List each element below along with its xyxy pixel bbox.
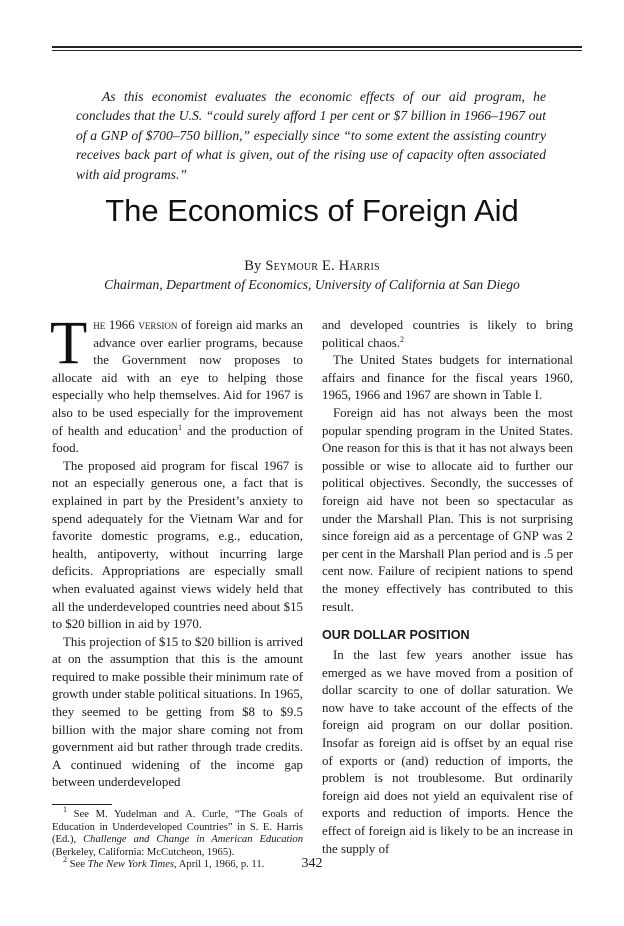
top-rule-thick (52, 46, 582, 48)
footnote-2-text: See (67, 859, 88, 871)
right-p0-text: and developed countries is likely to bring political chaos. (322, 318, 573, 350)
intro-blurb: As this economist evaluates the economic effects of our aid program, he concludes that the U.S. “could surely afford 1 per cent or $7 billion in 1966–1967 out of a GNP of $700–750 billion,” especially since “to some extent the assisting country receives back part of what is given, out of the rising use of capacity often associated with aid programs.” (76, 89, 546, 182)
right-paragraph-3: In the last few years another issue has emerged as we have moved from a position of dollar scarcity to one of dollar saturation. We now have to take account of the effects of the foreign aid program on our dollar position. Insofar as foreign aid is offset by an equal rise of exports or (and) reduction of imports, the problem is not troublesome. But ordinarily foreign aid does not yield an equivalent rise of exports and reduction of imports. Hence the effect of foreign aid is likely to be an increase in the supply of (322, 648, 573, 856)
footnote-ref-1: 1 (178, 422, 182, 432)
right-paragraph-0 (322, 317, 573, 352)
footnote-1-number: 1 (63, 805, 67, 815)
left-p1-text: of foreign aid marks an advance over earlier programs, because the Government now proposes to allocate aid with an eye to helping those especially who help themselves. Aid for 1967 is also to be used especially for the improvement of health and education (52, 318, 303, 438)
footnote-1-title: Challenge and Change in American Education (83, 834, 303, 846)
footnote-1-text: See M. Yudelman and A. Curle, “The Goals of Education in Underdeveloped Countries” in S. E. Harris (Ed.), (52, 809, 303, 846)
author-affiliation: Chairman, Department of Economics, University of California at San Diego (104, 277, 520, 292)
left-paragraph-3: This projection of $15 to $20 billion is arrived at on the assumption that this is the amount required to make possible their minimum rate of growth under stable political situations. In 1965, they seemed to be getting from $8 to $9.5 billion with the major share coming not from government aid but rather through trade credits. A continued widening of the income gap between underdeveloped (52, 634, 303, 790)
article-title: The Economics of Foreign Aid (105, 193, 519, 228)
footnote-ref-2: 2 (400, 334, 405, 344)
lead-small-caps: he 1966 version (93, 318, 178, 332)
footnote-2-tail: , April 1, 1966, p. 11. (174, 859, 265, 871)
right-paragraph-1: The United States budgets for international affairs and finance for the fiscal years 1960, 1965, 1966 and 1967 are shown in Table I. (322, 353, 573, 403)
page-number: 342 (301, 856, 323, 871)
byline-prefix: By (244, 258, 262, 274)
footnote-1-tail: (Berkeley, California: McCutcheon, 1965). (52, 846, 235, 858)
footnote-2-number: 2 (63, 855, 67, 865)
author-name: Seymour E. Harris (265, 258, 380, 274)
footnote-2-title: The New York Times (87, 859, 175, 871)
left-paragraph-2: The proposed aid program for fiscal 1967 is not an especially generous one, a fact that is explained in part by the President’s anxiety to spend adequately for the Vietnam War and for favorite domestic programs, e.g., education, health, antipoverty, without incurring large deficits. Appropriations are especially small when evaluated against views widely held that all the underdeveloped countries need about $15 to $20 billion in aid by 1970. (52, 458, 303, 632)
right-column (322, 317, 573, 858)
byline (0, 257, 624, 275)
right-paragraph-2: Foreign aid has not always been the most popular spending program in the United States. One reason for this is that it has not always been possible or wise to allocate aid to further our political objectives. Secondly, the successes of foreign aid have not been so spectacular as under the Marshall Plan. This is not surprising since foreign aid as a percentage of GNP was 2 per cent in the Marshall Plan period and is .5 per cent now. Failure of recipient nations to spend the money effectively has contributed to this result. (322, 405, 573, 614)
left-p1-tail: and the production of food. (52, 423, 303, 456)
section-heading: OUR DOLLAR POSITION (322, 628, 470, 643)
footnote-1 (52, 805, 303, 859)
top-rule-thin (52, 50, 582, 51)
footnote-rule (52, 804, 112, 805)
left-column (50, 310, 303, 872)
drop-cap: T (50, 310, 88, 377)
left-paragraph-1 (50, 310, 303, 458)
